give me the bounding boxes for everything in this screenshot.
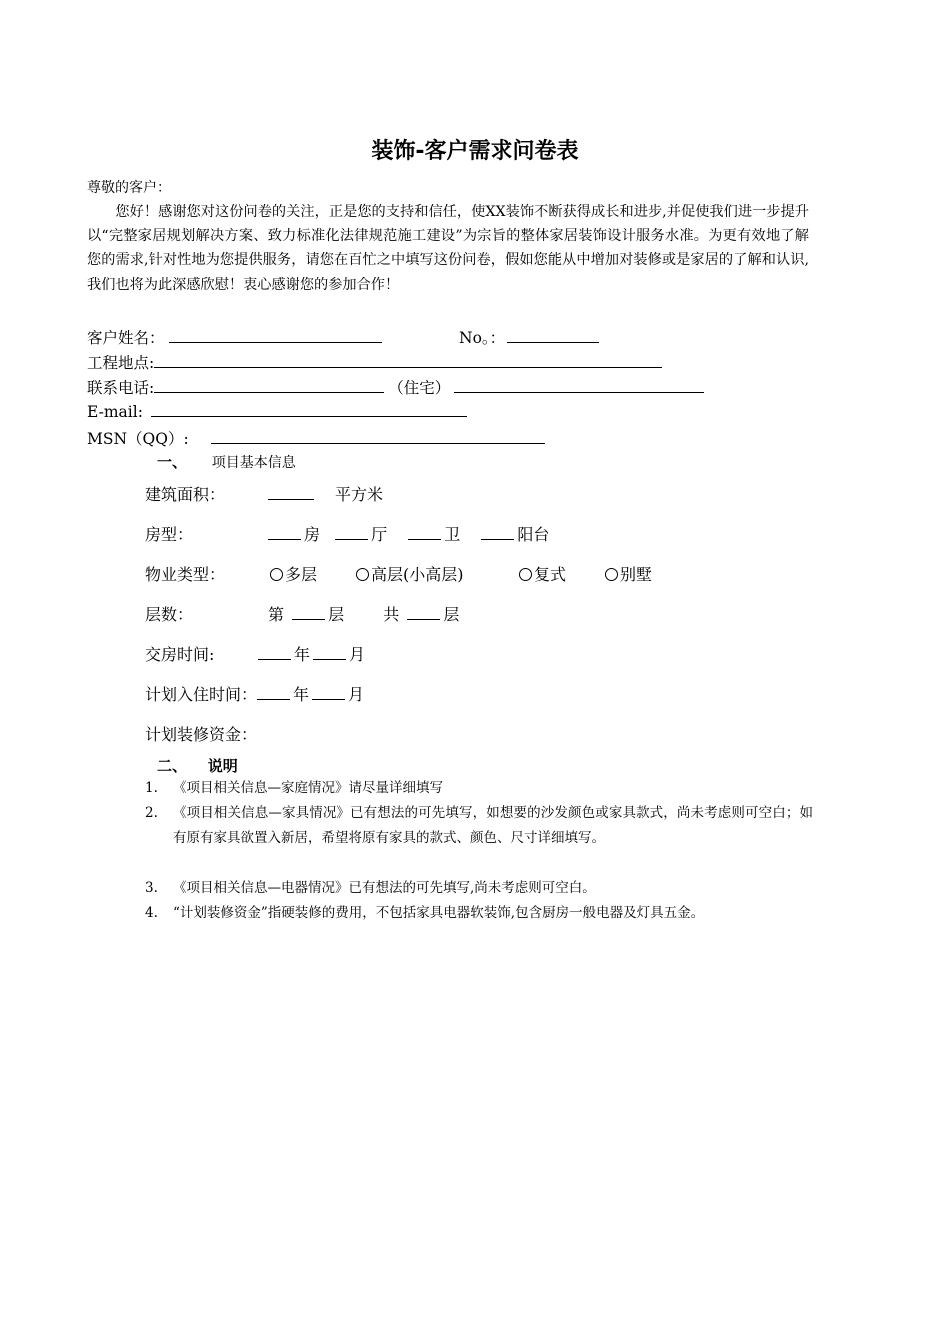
home-label: （住宅） xyxy=(388,379,451,397)
property-label: 物业类型： xyxy=(145,565,226,584)
area-unit: 平方米 xyxy=(335,485,384,504)
property-option-multi[interactable]: 多层 xyxy=(270,562,317,585)
handover-month: 月 xyxy=(349,645,366,664)
handover-label: 交房时间: xyxy=(145,645,215,664)
customer-name-row xyxy=(87,326,382,348)
budget-label: 计划装修资金： xyxy=(145,725,258,744)
floor-current-field[interactable] xyxy=(292,606,325,620)
msn-field[interactable] xyxy=(211,428,545,444)
movein-year-field[interactable] xyxy=(257,686,290,700)
msn-label: MSN（QQ）: xyxy=(87,430,189,448)
floor-label: 层数： xyxy=(145,605,194,624)
radio-circle-icon[interactable] xyxy=(270,568,283,581)
note-4: 4. “计划装修资金”指硬装修的费用，不包括家具电器软装饰,包含厨房一般电器及灯具五金。 xyxy=(145,905,705,921)
home-phone-field[interactable] xyxy=(454,377,704,393)
site-field[interactable] xyxy=(154,352,662,368)
property-option-duplex[interactable]: 复式 xyxy=(519,562,566,585)
email-row xyxy=(87,401,467,421)
room-label: 房 xyxy=(304,525,321,544)
radio-circle-icon[interactable] xyxy=(356,568,369,581)
msn-row xyxy=(87,427,545,449)
area-row xyxy=(145,482,225,505)
movein-row xyxy=(145,682,364,705)
movein-label: 计划入住时间： xyxy=(145,685,258,704)
floor-gong: 共 xyxy=(383,605,400,624)
floor-fields xyxy=(268,602,459,625)
hall-label: 厅 xyxy=(371,525,388,544)
radio-circle-icon[interactable] xyxy=(605,568,618,581)
section2-title: 说明 xyxy=(207,757,238,775)
hall-field[interactable] xyxy=(335,526,368,540)
layout-fields xyxy=(268,522,549,545)
email-field[interactable] xyxy=(151,401,467,417)
number-label: No。： xyxy=(459,329,506,347)
section1-title: 项目基本信息 xyxy=(211,455,296,471)
movein-month: 月 xyxy=(348,685,365,704)
area-field[interactable] xyxy=(268,486,314,500)
handover-year: 年 xyxy=(294,645,311,664)
note-1: 1. 《项目相关信息—家庭情况》请尽量详细填写 xyxy=(145,780,443,796)
number-row xyxy=(459,326,599,348)
radio-circle-icon[interactable] xyxy=(519,568,532,581)
greeting: 尊敬的客户： xyxy=(87,180,171,196)
note-2: 2. 《项目相关信息—家具情况》已有想法的可先填写，如想要的沙发颜色或家具款式，尚未考虑则可空白；如有原有家具欲置入新居，希望将原有家具的款式、颜色、尺寸详细填写。 xyxy=(145,805,813,846)
section1-heading xyxy=(157,451,296,472)
layout-label: 房型： xyxy=(145,525,194,544)
section2-heading xyxy=(157,755,238,776)
room-field[interactable] xyxy=(268,526,301,540)
movein-year: 年 xyxy=(293,685,310,704)
section2-number: 二、 xyxy=(157,757,188,775)
handover-fields xyxy=(258,642,365,665)
phone-row xyxy=(87,376,704,398)
property-option-high[interactable]: 高层(小高层) xyxy=(356,562,464,585)
floor-total-field[interactable] xyxy=(407,606,440,620)
intro-paragraph: 您好！感谢您对这份问卷的关注，正是您的支持和信任，使XX装饰不断获得成长和进步,并促使我们进一步提升以“完整家居规划解决方案、致力标准化法律规范施工建设”为宗旨的整体家居装饰设计服务水准。为更有效地了解您的需求,针对性地为您提供服务，请您在百忙之中填写这份问卷，假如您能从中增加对装修或是家居的了解和认识,我们也将为此深感欣慰！衷心感谢您的参加合作！ xyxy=(87,204,809,293)
property-option-villa[interactable]: 别墅 xyxy=(605,562,652,585)
floor-total-ceng: 层 xyxy=(443,605,460,624)
bath-field[interactable] xyxy=(408,526,441,540)
floor-ceng: 层 xyxy=(328,605,345,624)
balcony-field[interactable] xyxy=(481,526,514,540)
email-label: E-mail: xyxy=(87,403,143,421)
area-value xyxy=(268,482,383,505)
handover-year-field[interactable] xyxy=(258,646,291,660)
page-title: 装饰-客户需求问卷表 xyxy=(371,139,579,164)
site-label: 工程地点: xyxy=(87,354,155,372)
balcony-label: 阳台 xyxy=(517,525,550,544)
note-3: 3. 《项目相关信息—电器情况》已有想法的可先填写,尚未考虑则可空白。 xyxy=(145,880,596,896)
bath-label: 卫 xyxy=(444,525,461,544)
customer-name-field[interactable] xyxy=(169,327,382,343)
customer-name-label: 客户姓名： xyxy=(87,329,165,347)
phone-field[interactable] xyxy=(154,377,384,393)
movein-month-field[interactable] xyxy=(312,686,345,700)
site-row xyxy=(87,351,662,373)
area-label: 建筑面积： xyxy=(145,485,226,504)
floor-di: 第 xyxy=(268,605,285,624)
handover-month-field[interactable] xyxy=(313,646,346,660)
number-field[interactable] xyxy=(507,327,599,343)
section1-number: 一、 xyxy=(157,453,188,471)
phone-label: 联系电话: xyxy=(87,379,155,397)
